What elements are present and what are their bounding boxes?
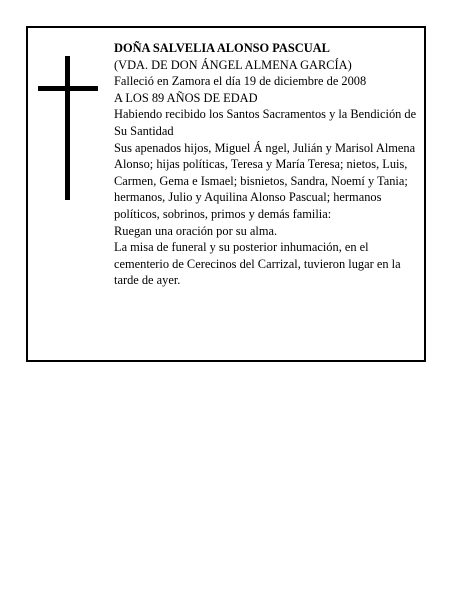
age-line: A LOS 89 AÑOS DE EDAD bbox=[114, 90, 258, 105]
obituary-text bbox=[114, 40, 420, 289]
funeral-info: La misa de funeral y su posterior inhumación, en el cementerio de Cerecinos del Carrizal, tuvieron lugar en la tarde de ayer. bbox=[114, 240, 401, 288]
cross-horizontal-bar bbox=[38, 86, 98, 91]
cross-icon bbox=[38, 56, 98, 200]
family-paragraph: Sus apenados hijos, Miguel Á ngel, Julián y Marisol Almena Alonso; hijas políticas, Teresa y María Teresa; nietos, Luis, Carmen, Gema e Ismael; bisnietos, Sandra, Noemí y Tania; hermanos, Julio y Aquilina Alonso Pascual; hermanos políticos, sobrinos, primos y demás familia: bbox=[114, 140, 416, 221]
sacraments-line: Habiendo recibido los Santos Sacramentos y la Bendición de Su Santidad bbox=[114, 107, 417, 138]
deceased-name: DOÑA SALVELIA ALONSO PASCUAL bbox=[114, 41, 330, 55]
prayer-request: Ruegan una oración por su alma. bbox=[114, 223, 278, 238]
obituary-notice bbox=[26, 26, 426, 362]
widow-of-line: (VDA. DE DON ÁNGEL ALMENA GARCÍA) bbox=[114, 57, 352, 72]
cross-vertical-bar bbox=[65, 56, 70, 200]
death-info: Falleció en Zamora el día 19 de diciembre de 2008 bbox=[114, 74, 367, 89]
